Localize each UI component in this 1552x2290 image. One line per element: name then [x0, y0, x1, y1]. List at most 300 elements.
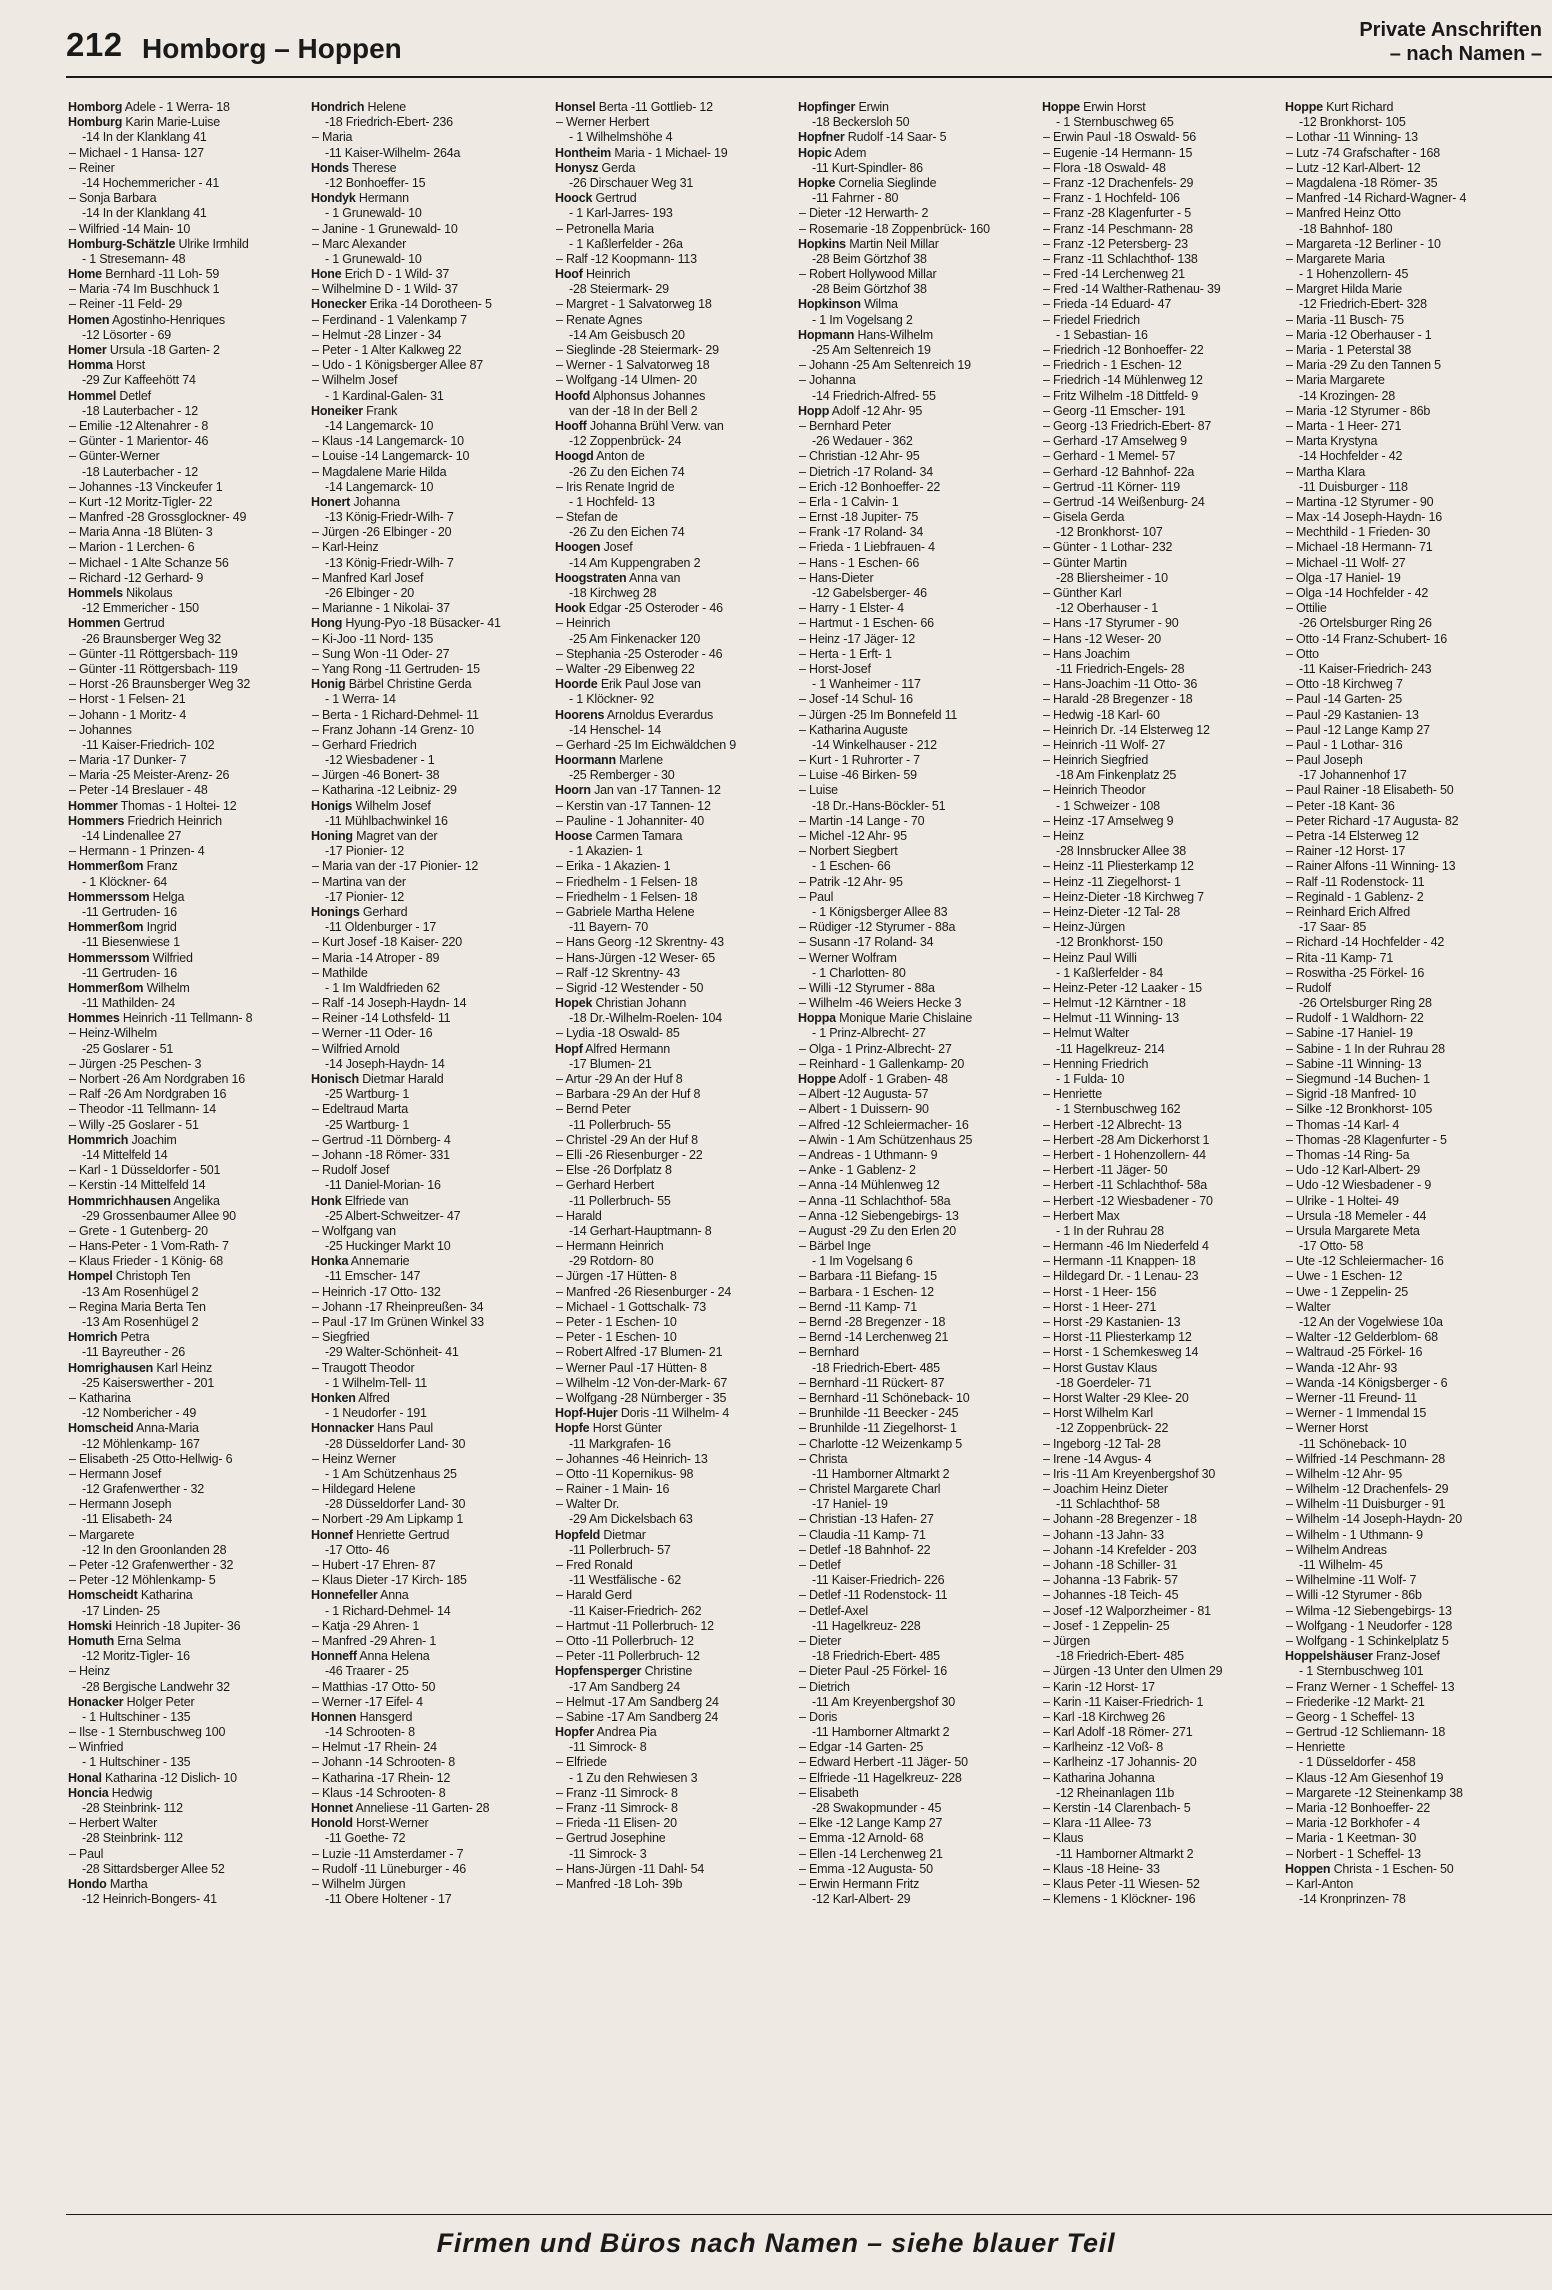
- directory-entry: – Wilhelm -14 Joseph-Haydn- 20: [1286, 1512, 1463, 1527]
- directory-entry: – Reiner -14 Lothsfeld- 11: [312, 1011, 451, 1026]
- directory-entry: – Karl - 1 Düsseldorfer - 501: [69, 1163, 221, 1178]
- directory-entry: – Michael -18 Hermann- 71: [1286, 540, 1433, 555]
- directory-entry: – Uwe - 1 Zeppelin- 25: [1286, 1284, 1409, 1299]
- directory-entry: – Petronella Maria: [556, 221, 654, 236]
- directory-entry: – Dieter -12 Herwarth- 2: [799, 206, 929, 221]
- directory-entry: -18 Lauterbacher - 12: [82, 464, 199, 479]
- directory-entry: – Heinz -11 Ziegelhorst- 1: [1043, 874, 1181, 889]
- directory-entry: – Mathilde: [312, 965, 368, 980]
- directory-entry: – Johann -13 Jahn- 33: [1043, 1527, 1164, 1542]
- directory-entry: – Fred -14 Walther-Rathenau- 39: [1043, 282, 1221, 297]
- directory-entry: -11 Kaiser-Friedrich- 262: [569, 1603, 702, 1618]
- directory-entry: – Gerhard -12 Bahnhof- 22a: [1043, 464, 1195, 479]
- directory-entry: – Paul: [69, 1846, 104, 1861]
- page-range-title: Homborg – Hoppen: [142, 33, 402, 64]
- directory-entry: -28 Swakopmunder - 45: [812, 1801, 942, 1815]
- directory-entry: -28 Düsseldorfer Land- 30: [325, 1436, 466, 1451]
- directory-entry: Homrighausen Karl Heinz: [68, 1360, 213, 1375]
- directory-entry: Honcia Hedwig: [68, 1785, 153, 1800]
- directory-entry: – Peter Richard -17 Augusta- 82: [1286, 813, 1459, 828]
- directory-entry: - 1 In der Ruhrau 28: [1056, 1223, 1164, 1238]
- directory-entry: - 1 Sebastian- 16: [1056, 327, 1148, 342]
- directory-entry: -12 Lösorter - 69: [82, 327, 172, 342]
- directory-entry: – Heinz: [69, 1664, 110, 1679]
- directory-entry: Hommel Detlef: [68, 388, 151, 403]
- directory-entry: – Kerstin van -17 Tannen- 12: [556, 798, 711, 813]
- directory-entry: – Heinz -17 Jäger- 12: [799, 631, 916, 646]
- directory-entry: – Wanda -12 Ahr- 93: [1286, 1360, 1398, 1375]
- directory-entry: – Klaus Dieter -17 Kirch- 185: [312, 1573, 467, 1588]
- directory-entry: -11 Kaiser-Friedrich- 243: [1299, 661, 1432, 676]
- directory-entry: – Karl-Anton: [1286, 1876, 1354, 1891]
- directory-entry: – Elfriede -11 Hagelkreuz- 228: [799, 1770, 962, 1785]
- directory-entry: - 1 Düsseldorfer - 458: [1299, 1755, 1416, 1770]
- directory-entry: – Wilfried -14 Main- 10: [69, 221, 191, 236]
- directory-entry: Home Bernhard -11 Loh- 59: [68, 267, 220, 282]
- directory-entry: – Rudolf: [1286, 980, 1331, 995]
- directory-entry: – Werner - 1 Salvatorweg 18: [556, 358, 710, 373]
- directory-entry: Hoogstraten Anna van: [555, 570, 681, 585]
- directory-entry: -29 Am Dickelsbach 63: [569, 1512, 693, 1527]
- directory-entry: -11 Kaiser-Wilhelm- 264a: [325, 145, 461, 160]
- directory-entry: – Ralf -12 Skrentny- 43: [556, 965, 680, 980]
- directory-column-5: [1042, 100, 1280, 2215]
- directory-entry: -25 Am Finkenacker 120: [569, 631, 701, 646]
- directory-entry: -18 Friedrich-Ebert- 485: [812, 1649, 940, 1664]
- directory-entry: – Helmut -17 Rhein- 24: [312, 1740, 437, 1755]
- directory-entry: – Heinrich Dr. -14 Elsterweg 12: [1043, 722, 1210, 737]
- directory-entry: – Georg - 1 Scheffel- 13: [1286, 1709, 1415, 1724]
- directory-entry: – Maria van der -17 Pionier- 12: [312, 859, 479, 874]
- directory-entry: – Renate Agnes: [556, 312, 643, 327]
- directory-entry: -29 Rotdorn- 80: [569, 1254, 654, 1269]
- directory-entry: – Günter - 1 Marientor- 46: [69, 434, 209, 449]
- directory-entry: – Günter -11 Röttgersbach- 119: [69, 661, 238, 676]
- directory-entry: - 1 Hochfeld- 13: [569, 494, 655, 509]
- directory-entry: – Yang Rong -11 Gertruden- 15: [312, 661, 480, 676]
- directory-entry: -11 Hamborner Altmarkt 2: [812, 1725, 950, 1740]
- directory-entry: -18 Goerdeler- 71: [1056, 1375, 1152, 1390]
- directory-entry: – Maria - 1 Peterstal 38: [1286, 343, 1412, 357]
- directory-entry: - 1 Sternbuschweg 162: [1056, 1102, 1181, 1117]
- directory-entry: – Franz -28 Klagenfurter - 5: [1043, 206, 1191, 221]
- directory-entry: -25 Wartburg- 1: [325, 1087, 410, 1102]
- directory-entry: – Paul -14 Garten- 25: [1286, 692, 1403, 707]
- directory-entry: – Wolfgang -14 Ulmen- 20: [556, 373, 697, 388]
- directory-entry: – Heinz-Wilhelm: [69, 1026, 157, 1041]
- directory-entry: - 1 Hultschiner - 135: [82, 1755, 191, 1770]
- directory-entry: – Paul Rainer -18 Elisabeth- 50: [1286, 783, 1454, 798]
- directory-entry: – Reinhard Erich Alfred: [1286, 904, 1410, 919]
- directory-entry: – Rainer -12 Horst- 17: [1286, 844, 1406, 859]
- directory-entry: Homburg-Schätzle Ulrike Irmhild: [68, 236, 249, 251]
- directory-entry: – Manfred -18 Loh- 39b: [556, 1876, 683, 1891]
- directory-entry: -11 Fahrner - 80: [812, 191, 899, 206]
- directory-entry: -18 Am Finkenplatz 25: [1056, 768, 1177, 783]
- directory-entry: Hopkins Martin Neil Millar: [798, 236, 939, 251]
- directory-entry: – Margarete -12 Steinenkamp 38: [1286, 1785, 1463, 1800]
- directory-entry: Hopfeld Dietmar: [555, 1527, 646, 1542]
- section-title-line1: Private Anschriften: [1359, 19, 1542, 41]
- directory-entry: – Sabine - 1 In der Ruhrau 28: [1286, 1041, 1445, 1056]
- directory-entry: – Maria -74 Im Buschhuck 1: [69, 282, 220, 297]
- directory-entry: – Wolfgang - 1 Neudorfer - 128: [1286, 1618, 1453, 1633]
- directory-entry: – Friedrich -14 Mühlenweg 12: [1043, 373, 1203, 388]
- directory-entry: – Herbert -28 Am Dickerhorst 1: [1043, 1132, 1210, 1147]
- directory-entry: -25 Huckinger Markt 10: [325, 1239, 451, 1254]
- directory-entry: – Harald Gerd: [556, 1588, 632, 1603]
- directory-entry: – Katja -29 Ahren- 1: [312, 1618, 420, 1633]
- directory-entry: Honold Horst-Werner: [311, 1816, 429, 1831]
- directory-entry: – Karlheinz -17 Johannis- 20: [1043, 1755, 1197, 1770]
- directory-entry: – Margarete Maria: [1286, 251, 1385, 266]
- directory-entry: – Hermann -11 Knappen- 18: [1043, 1254, 1196, 1269]
- directory-entry: – Ursula Margarete Meta: [1286, 1223, 1420, 1238]
- directory-entry: Honecker Erika -14 Dorotheen- 5: [311, 297, 492, 312]
- directory-entry: – Wilhelm -12 Von-der-Mark- 67: [556, 1375, 728, 1390]
- directory-entry: – Roswitha -25 Förkel- 16: [1286, 965, 1425, 980]
- directory-entry: Hoorens Arnoldus Everardus: [555, 707, 714, 722]
- directory-entry: -12 Moritz-Tigler- 16: [82, 1649, 190, 1664]
- page-header: [0, 0, 1552, 92]
- directory-entry: – Patrik -12 Ahr- 95: [799, 874, 903, 889]
- directory-entry: – Gerhard Herbert: [556, 1178, 655, 1193]
- directory-entry: – Rita -11 Kamp- 71: [1286, 950, 1394, 965]
- directory-entry: – Luise: [799, 783, 838, 798]
- directory-entry: – Hildegard Dr. - 1 Lenau- 23: [1043, 1269, 1199, 1284]
- directory-entry: – Louise -14 Langemarck- 10: [312, 449, 470, 464]
- directory-entry: – Maria: [312, 130, 353, 145]
- directory-entry: – Franz -11 Schlachthof- 138: [1043, 251, 1198, 266]
- directory-entry: – Herta - 1 Erft- 1: [799, 646, 892, 661]
- directory-entry: -25 Albert-Schweitzer- 47: [325, 1208, 461, 1223]
- directory-entry: – Willi -12 Styrumer - 86b: [1286, 1588, 1422, 1603]
- directory-entry: – Traugott Theodor: [312, 1360, 415, 1375]
- directory-entry: - 1 Eschen- 66: [812, 859, 891, 874]
- directory-entry: – Klaus -18 Heine- 33: [1043, 1861, 1160, 1876]
- directory-entry: – Johannes -46 Heinrich- 13: [556, 1451, 708, 1466]
- directory-entry: – Jürgen: [1043, 1633, 1091, 1648]
- directory-entry: -18 Dr.-Hans-Böckler- 51: [812, 798, 946, 813]
- directory-entry: – Sigrid -12 Westender - 50: [556, 980, 704, 995]
- directory-entry: – Ralf -11 Rodenstock- 11: [1286, 874, 1425, 889]
- directory-entry: -12 Gabelsberger- 46: [812, 586, 927, 600]
- directory-entry: – Friederike -12 Markt- 21: [1286, 1694, 1425, 1709]
- directory-entry: – Karin -12 Horst- 17: [1043, 1679, 1155, 1694]
- directory-entry: van der -18 In der Bell 2: [569, 403, 698, 418]
- directory-entry: -17 Pionier- 12: [325, 844, 404, 859]
- directory-entry: – Friedhelm - 1 Felsen- 18: [556, 874, 698, 889]
- directory-entry: -25 Am Seltenreich 19: [812, 343, 931, 357]
- directory-entry: – Lydia -18 Oswald- 85: [556, 1026, 680, 1041]
- directory-entry: – Maria -12 Borkhofer - 4: [1286, 1816, 1420, 1831]
- directory-entry: Hoock Gertrud: [555, 191, 637, 206]
- directory-entry: – Maria -12 Oberhauser - 1: [1286, 327, 1432, 342]
- directory-entry: – Karl -18 Kirchweg 26: [1043, 1709, 1166, 1724]
- directory-entry: – Wilfried -14 Peschmann- 28: [1286, 1451, 1446, 1466]
- directory-entry: – Hermann -46 Im Niederfeld 4: [1043, 1239, 1209, 1254]
- directory-entry: Honken Alfred: [311, 1390, 390, 1405]
- directory-entry: Hoppen Christa - 1 Eschen- 50: [1285, 1861, 1454, 1876]
- directory-entry: -11 Kurt-Spindler- 86: [812, 160, 923, 175]
- directory-entry: – Paul -12 Lange Kamp 27: [1286, 722, 1430, 737]
- directory-entry: -25 Kaiserswerther - 201: [82, 1375, 215, 1390]
- directory-entry: – Gertrud -12 Schliemann- 18: [1286, 1725, 1446, 1740]
- directory-entry: -26 Ortelsburger Ring 26: [1299, 616, 1432, 631]
- directory-entry: Hondo Martha: [68, 1876, 148, 1891]
- directory-entry: – Hans -12 Weser- 20: [1043, 631, 1162, 646]
- directory-entry: – Robert Hollywood Millar: [799, 267, 937, 282]
- directory-entry: – Bernhard -11 Schöneback- 10: [799, 1390, 970, 1405]
- directory-entry: – Dietrich: [799, 1679, 850, 1694]
- directory-entry: -29 Walter-Schönheit- 41: [325, 1345, 459, 1360]
- directory-columns: [68, 100, 1552, 2215]
- directory-entry: – Alfred -12 Schleiermacher- 16: [799, 1117, 969, 1132]
- directory-entry: -11 Gertruden- 16: [82, 965, 178, 980]
- directory-entry: Hommerßom Ingrid: [68, 920, 177, 935]
- directory-entry: - 1 Im Vogelsang 6: [812, 1254, 913, 1269]
- directory-entry: – Günter - 1 Lothar- 232: [1043, 540, 1173, 555]
- directory-entry: – Udo -12 Wiesbadener - 9: [1286, 1178, 1432, 1193]
- directory-entry: – Peter - 1 Alter Kalkweg 22: [312, 343, 462, 357]
- directory-entry: – Gerhard -17 Amselweg 9: [1043, 434, 1187, 449]
- directory-entry: – Gerhard - 1 Memel- 57: [1043, 449, 1176, 464]
- directory-entry: – Martina van der: [312, 874, 406, 889]
- directory-entry: – Friedrich -12 Bonhoeffer- 22: [1043, 343, 1204, 357]
- directory-entry: Honsel Berta -11 Gottlieb- 12: [555, 100, 713, 114]
- directory-entry: – Rudolf Josef: [312, 1163, 390, 1178]
- directory-entry: Hopke Cornelia Sieglinde: [798, 175, 937, 190]
- directory-entry: – Bernhard Peter: [799, 418, 891, 433]
- directory-entry: – Johann -14 Schrooten- 8: [312, 1755, 456, 1770]
- directory-entry: – Hans Georg -12 Skrentny- 43: [556, 935, 724, 950]
- directory-entry: – Anna -12 Siebengebirgs- 13: [799, 1208, 959, 1223]
- directory-entry: – Franz - 1 Hochfeld- 106: [1043, 191, 1180, 206]
- directory-entry: -14 Hochfelder - 42: [1299, 449, 1403, 464]
- directory-entry: – Matthias -17 Otto- 50: [312, 1679, 436, 1694]
- directory-entry: – Gertrud -14 Weißenburg- 24: [1043, 494, 1205, 509]
- directory-entry: – Marianne - 1 Nikolai- 37: [312, 601, 450, 616]
- directory-entry: -11 Goethe- 72: [325, 1831, 406, 1846]
- directory-entry: – Martin -14 Lange - 70: [799, 813, 925, 828]
- directory-entry: -17 Linden- 25: [82, 1603, 160, 1618]
- directory-entry: – Siegfried: [312, 1330, 370, 1345]
- directory-entry: – Kerstin -14 Clarenbach- 5: [1043, 1801, 1191, 1815]
- directory-entry: – Walter: [1286, 1299, 1331, 1314]
- directory-entry: -12 Zoppenbrück- 24: [569, 434, 682, 449]
- directory-entry: -18 Friedrich-Ebert- 485: [812, 1360, 940, 1375]
- directory-entry: – Horst -26 Braunsberger Weg 32: [69, 677, 251, 692]
- directory-entry: -13 Am Rosenhügel 2: [82, 1315, 199, 1329]
- directory-entry: Hoofd Alphonsus Johannes: [555, 388, 706, 403]
- directory-entry: – Hans - 1 Eschen- 66: [799, 555, 920, 570]
- directory-entry: – Elke -12 Lange Kamp 27: [799, 1816, 943, 1831]
- directory-entry: – Else -26 Dorfplatz 8: [556, 1163, 672, 1178]
- directory-entry: – Peter -18 Kant- 36: [1286, 798, 1395, 813]
- directory-entry: – Heinz Paul Willi: [1043, 950, 1137, 965]
- directory-entry: – Margarete: [69, 1527, 135, 1542]
- directory-entry: – Klaus -14 Schrooten- 8: [312, 1785, 446, 1800]
- directory-entry: Hoogen Josef: [555, 540, 633, 555]
- directory-entry: – Brunhilde -11 Ziegelhorst- 1: [799, 1421, 957, 1436]
- directory-entry: Honacker Holger Peter: [68, 1694, 195, 1709]
- directory-entry: -11 Pollerbruch- 55: [569, 1117, 671, 1132]
- directory-entry: – Thomas -28 Klagenfurter - 5: [1286, 1132, 1447, 1147]
- directory-entry: – Magdalene Marie Hilda: [312, 464, 447, 479]
- directory-entry: – Kerstin -14 Mittelfeld 14: [69, 1178, 206, 1193]
- directory-entry: Homuth Erna Selma: [68, 1633, 181, 1648]
- directory-entry: – Maria Anna -18 Blüten- 3: [69, 525, 213, 540]
- directory-entry: – Reginald - 1 Gablenz- 2: [1286, 889, 1424, 904]
- directory-entry: – Walter Dr.: [556, 1497, 620, 1512]
- directory-entry: Hommerßom Franz: [68, 859, 178, 874]
- directory-entry: – Johanna -13 Fabrik- 57: [1043, 1573, 1178, 1588]
- directory-entry: - 1 Kaßlerfelder - 26a: [569, 236, 683, 251]
- directory-entry: -12 Heinrich-Bongers- 41: [82, 1892, 217, 1907]
- directory-entry: -28 Steinbrink- 112: [82, 1831, 183, 1846]
- directory-entry: -25 Goslarer - 51: [82, 1041, 174, 1056]
- directory-entry: – Heinz: [1043, 829, 1084, 843]
- directory-entry: – Manfred -29 Ahren- 1: [312, 1633, 437, 1648]
- directory-entry: – Charlotte -12 Weizenkamp 5: [799, 1436, 963, 1451]
- directory-entry: – Werner Paul -17 Hütten- 8: [556, 1360, 707, 1375]
- directory-entry: -14 Friedrich-Alfred- 55: [812, 388, 936, 403]
- directory-entry: – Hartmut -11 Pollerbruch- 12: [556, 1618, 714, 1633]
- directory-entry: - 1 Grunewald- 10: [325, 206, 422, 221]
- directory-entry: – Georg -11 Emscher- 191: [1043, 403, 1186, 418]
- directory-entry: Hompel Christoph Ten: [68, 1269, 191, 1284]
- directory-entry: – Frieda -14 Eduard- 47: [1043, 297, 1172, 312]
- directory-entry: Homrich Petra: [68, 1330, 150, 1345]
- directory-column-4: [798, 100, 1036, 2215]
- directory-entry: – Edeltraud Marta: [312, 1102, 408, 1117]
- directory-entry: -11 Hamborner Altmarkt 2: [1056, 1846, 1194, 1861]
- directory-entry: -12 An der Vogelwiese 10a: [1299, 1315, 1443, 1329]
- directory-entry: – Iris Renate Ingrid de: [556, 479, 675, 494]
- directory-entry: -11 Duisburger - 118: [1299, 479, 1408, 494]
- directory-entry: – Johann -18 Schiller- 31: [1043, 1558, 1177, 1572]
- directory-entry: – Maria - 1 Keetman- 30: [1286, 1831, 1417, 1846]
- directory-entry: Hoppe Adolf - 1 Graben- 48: [798, 1072, 948, 1086]
- directory-entry: – Klaus -14 Langemarck- 10: [312, 434, 464, 449]
- directory-entry: – Günter Martin: [1043, 555, 1127, 570]
- directory-entry: -29 Grossenbaumer Allee 90: [82, 1208, 236, 1223]
- directory-entry: – Wanda -14 Königsberger - 6: [1286, 1375, 1448, 1390]
- directory-entry: – Heinz-Jürgen: [1043, 920, 1125, 935]
- directory-entry: -13 Am Rosenhügel 2: [82, 1284, 199, 1299]
- header-rule: [66, 76, 1552, 78]
- directory-entry: – Josef -14 Schul- 16: [799, 692, 913, 707]
- directory-entry: – Harald -28 Bregenzer - 18: [1043, 692, 1193, 707]
- directory-entry: – Otto: [1286, 646, 1319, 661]
- directory-entry: – Silke -12 Bronkhorst- 105: [1286, 1102, 1433, 1117]
- directory-entry: – Horst Gustav Klaus: [1043, 1360, 1158, 1375]
- directory-entry: – Elisabeth: [799, 1785, 859, 1800]
- directory-entry: – Bernd Peter: [556, 1102, 631, 1117]
- directory-entry: – Heinrich -11 Wolf- 27: [1043, 737, 1166, 752]
- directory-entry: -13 König-Friedr-Wilh- 7: [325, 555, 454, 570]
- directory-entry: – Jürgen -26 Elbinger - 20: [312, 525, 452, 540]
- directory-entry: – Ki-Joo -11 Nord- 135: [312, 631, 434, 646]
- directory-entry: – Johannes: [69, 722, 132, 737]
- directory-entry: -11 Am Kreyenbergshof 30: [812, 1694, 955, 1709]
- directory-entry: - 1 Neudorfer - 191: [325, 1406, 427, 1421]
- directory-entry: -11 Kaiser-Friedrich- 226: [812, 1573, 945, 1588]
- directory-entry: - 1 Zu den Rehwiesen 3: [569, 1770, 698, 1785]
- directory-entry: – Norbert -26 Am Nordgraben 16: [69, 1072, 246, 1086]
- directory-entry: - 1 Wilhelm-Tell- 11: [325, 1375, 428, 1390]
- directory-entry: - 1 Grunewald- 10: [325, 251, 422, 266]
- directory-entry: Honert Johanna: [311, 494, 400, 509]
- directory-entry: – Horst-Josef: [799, 661, 871, 676]
- directory-entry: – Reiner: [69, 160, 115, 175]
- directory-entry: -14 Langemarck- 10: [325, 418, 434, 433]
- directory-entry: – Katharina -17 Rhein- 12: [312, 1770, 451, 1785]
- directory-entry: Hommerssom Wilfried: [68, 950, 193, 965]
- directory-entry: – Ralf -26 Am Nordgraben 16: [69, 1087, 227, 1102]
- directory-entry: – Hans-Joachim -11 Otto- 36: [1043, 677, 1198, 692]
- directory-entry: -28 Sittardsberger Allee 52: [82, 1861, 225, 1876]
- directory-entry: Hong Hyung-Pyo -18 Büsacker- 41: [311, 616, 501, 631]
- directory-entry: – Albert - 1 Duissern- 90: [799, 1102, 929, 1117]
- directory-entry: – Wilfried Arnold: [312, 1041, 400, 1056]
- directory-entry: – Dieter Paul -25 Förkel- 16: [799, 1664, 947, 1679]
- directory-entry: Hommrichhausen Angelika: [68, 1193, 220, 1208]
- directory-entry: – Thomas -14 Ring- 5a: [1286, 1147, 1410, 1162]
- directory-entry: – Wilhelm -12 Ahr- 95: [1286, 1466, 1402, 1481]
- directory-entry: -28 Bergische Landwehr 32: [82, 1679, 230, 1694]
- directory-entry: – Erwin Hermann Fritz: [799, 1876, 920, 1891]
- directory-entry: – Marion - 1 Lerchen- 6: [69, 540, 195, 555]
- directory-entry: Hoppa Monique Marie Chislaine: [798, 1011, 973, 1026]
- directory-entry: Hoorde Erik Paul Jose van: [555, 677, 701, 692]
- directory-entry: – Pauline - 1 Johanniter- 40: [556, 813, 704, 828]
- directory-entry: – Luise -46 Birken- 59: [799, 768, 917, 783]
- directory-entry: – Helmut -28 Linzer - 34: [312, 327, 442, 342]
- directory-entry: -11 Bayern- 70: [569, 920, 648, 935]
- directory-entry: – Christa: [799, 1451, 848, 1466]
- directory-entry: – Ottilie: [1286, 601, 1327, 616]
- directory-entry: -14 Gerhart-Hauptmann- 8: [569, 1223, 712, 1238]
- directory-entry: – Werner Horst: [1286, 1421, 1368, 1436]
- directory-entry: – Richard -12 Gerhard- 9: [69, 570, 204, 585]
- directory-entry: – Helmut -17 Am Sandberg 24: [556, 1694, 719, 1709]
- directory-entry: -12 Oberhauser - 1: [1056, 601, 1159, 616]
- directory-entry: – Walter -29 Eibenweg 22: [556, 661, 695, 676]
- directory-entry: – Heinz -17 Amselweg 9: [1043, 813, 1174, 828]
- directory-entry: Hoorn Jan van -17 Tannen- 12: [555, 783, 721, 798]
- directory-entry: – Sabine -17 Am Sandberg 24: [556, 1709, 719, 1724]
- directory-entry: – Michael - 1 Hansa- 127: [69, 145, 204, 160]
- directory-entry: – Werner -11 Freund- 11: [1286, 1390, 1417, 1405]
- directory-entry: – Erwin Paul -18 Oswald- 56: [1043, 130, 1197, 145]
- directory-entry: - 1 Hohenzollern- 45: [1299, 267, 1409, 282]
- directory-entry: – Wolfgang - 1 Schinkelplatz 5: [1286, 1633, 1449, 1648]
- directory-entry: – Frieda -11 Elisen- 20: [556, 1816, 677, 1831]
- directory-entry: -17 Pionier- 12: [325, 889, 404, 904]
- directory-entry: -18 Bahnhof- 180: [1299, 221, 1393, 236]
- directory-entry: – Bernd -11 Kamp- 71: [799, 1299, 918, 1314]
- directory-entry: – Franz -12 Petersberg- 23: [1043, 236, 1188, 251]
- directory-entry: – Berta - 1 Richard-Dehmel- 11: [312, 707, 479, 722]
- directory-entry: Honal Katharina -12 Dislich- 10: [68, 1770, 237, 1785]
- directory-entry: – Elli -26 Riesenburger - 22: [556, 1147, 703, 1162]
- directory-entry: – Erla - 1 Calvin- 1: [799, 494, 899, 509]
- directory-entry: – Josef -12 Walporzheimer - 81: [1043, 1603, 1211, 1618]
- directory-entry: – Christian -12 Ahr- 95: [799, 449, 920, 464]
- directory-entry: – Wolfgang -28 Nürnberger - 35: [556, 1390, 727, 1405]
- directory-entry: – Wilhelm Josef: [312, 373, 398, 388]
